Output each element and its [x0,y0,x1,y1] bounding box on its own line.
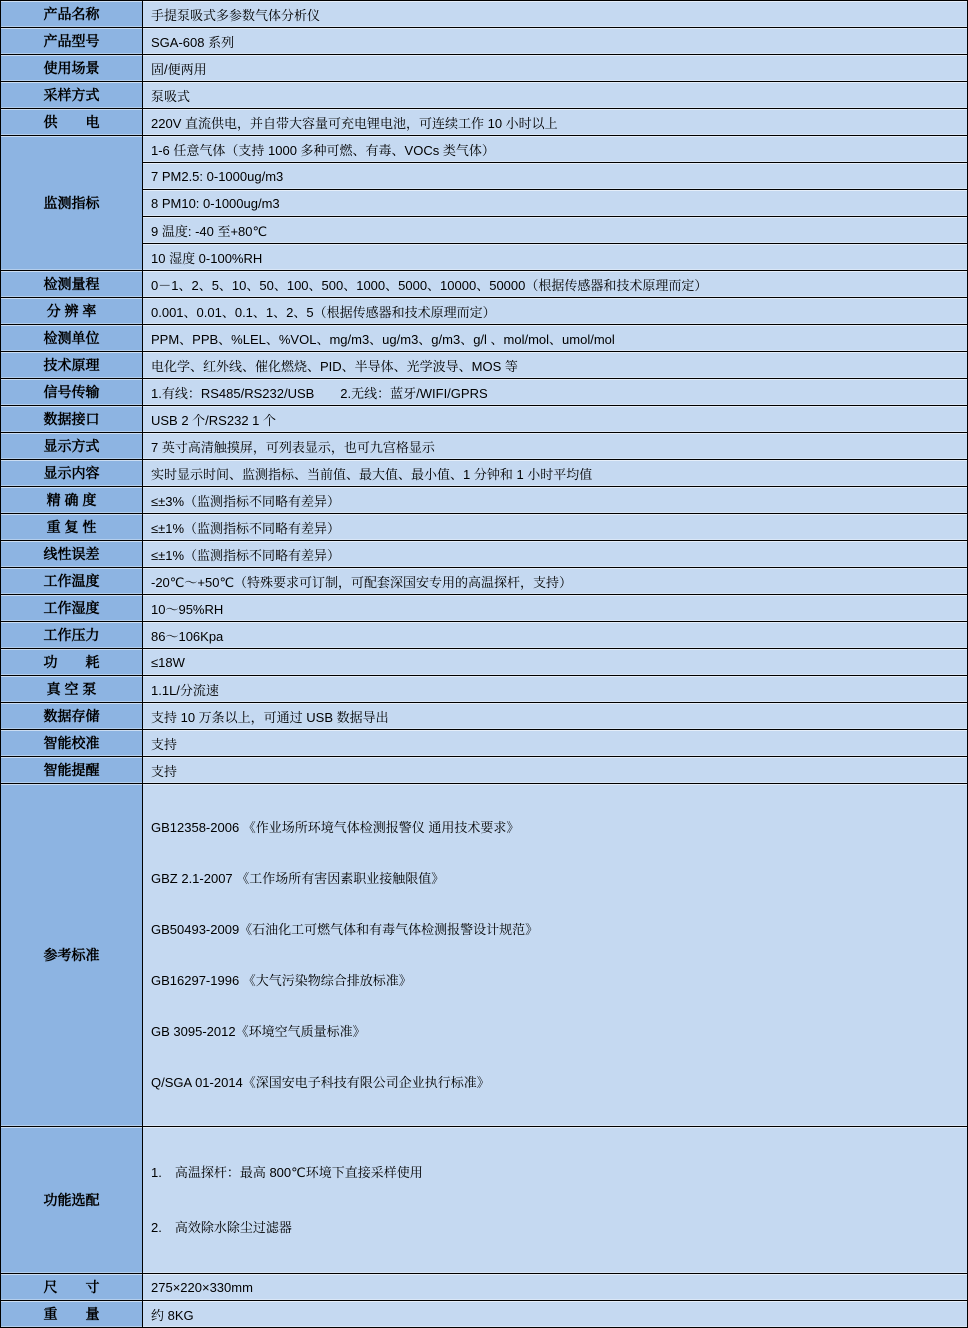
working-pressure-label: 工作压力 [1,622,143,649]
repeatability-value: ≤±1%（监测指标不同略有差异） [143,514,968,541]
weight-label: 重 量 [1,1301,143,1328]
spec-row-smart-calibration [1,730,968,757]
spec-row-monitoring-indicators [1,217,968,244]
reference-standard-item: GB12358-2006 《作业场所环境气体检测报警仪 通用技术要求》 [151,820,520,835]
repeatability-label: 重 复 性 [1,514,143,541]
spec-row-display-mode [1,433,968,460]
spec-row-vacuum-pump [1,676,968,703]
product-name-label: 产品名称 [1,1,143,28]
spec-row-data-interface [1,406,968,433]
display-content-value: 实时显示时间、监测指标、当前值、最大值、最小值、1 分钟和 1 小时平均值 [143,460,968,487]
signal-transmission-label: 信号传输 [1,379,143,406]
working-temperature-value: -20℃～+50℃（特殊要求可订制，可配套深国安专用的高温探杆，支持） [143,568,968,595]
monitoring-indicator-temperature: 9 温度: -40 至+80℃ [143,217,968,244]
technical-principle-value: 电化学、红外线、催化燃烧、PID、半导体、光学波导、MOS 等 [143,352,968,379]
detection-unit-label: 检测单位 [1,325,143,352]
optional-features-value [143,1127,968,1274]
spec-row-repeatability [1,514,968,541]
data-storage-label: 数据存储 [1,703,143,730]
monitoring-indicator-gases: 1-6 任意气体（支持 1000 多种可燃、有毒、VOCs 类气体） [143,136,968,163]
working-temperature-label: 工作温度 [1,568,143,595]
spec-row-working-pressure [1,622,968,649]
power-consumption-label: 功 耗 [1,649,143,676]
working-humidity-label: 工作湿度 [1,595,143,622]
sampling-method-label: 采样方式 [1,82,143,109]
reference-standard-item: GB 3095-2012《环境空气质量标准》 [151,1024,366,1039]
vacuum-pump-value: 1.1L/分流速 [143,676,968,703]
weight-value: 约 8KG [143,1301,968,1328]
monitoring-indicator-humidity: 10 湿度 0-100%RH [143,244,968,271]
spec-row-data-storage [1,703,968,730]
reference-standard-item: GB16297-1996 《大气污染物综合排放标准》 [151,973,412,988]
reference-standards-value [143,784,968,1127]
spec-row-monitoring-indicators [1,244,968,271]
spec-row-optional-features [1,1127,968,1274]
working-pressure-value: 86～106Kpa [143,622,968,649]
power-supply-value: 220V 直流供电，并自带大容量可充电锂电池，可连续工作 10 小时以上 [143,109,968,136]
display-mode-label: 显示方式 [1,433,143,460]
spec-row-power-supply [1,109,968,136]
spec-row-linearity-error [1,541,968,568]
spec-row-monitoring-indicators [1,136,968,163]
technical-principle-label: 技术原理 [1,352,143,379]
spec-row-working-humidity [1,595,968,622]
working-humidity-value: 10～95%RH [143,595,968,622]
spec-row-detection-unit [1,325,968,352]
accuracy-value: ≤±3%（监测指标不同略有差异） [143,487,968,514]
optional-feature-item: 2. 高效除水除尘过滤器 [151,1220,292,1235]
reference-standard-item: Q/SGA 01-2014《深国安电子科技有限公司企业执行标准》 [151,1075,490,1090]
spec-row-smart-reminder [1,757,968,784]
smart-reminder-label: 智能提醒 [1,757,143,784]
display-content-label: 显示内容 [1,460,143,487]
spec-row-usage-scene [1,55,968,82]
monitoring-indicator-pm25: 7 PM2.5: 0-1000ug/m3 [143,163,968,190]
linearity-error-label: 线性误差 [1,541,143,568]
spec-row-monitoring-indicators [1,163,968,190]
vacuum-pump-label: 真 空 泵 [1,676,143,703]
spec-row-resolution [1,298,968,325]
spec-row-dimensions [1,1274,968,1301]
spec-row-sampling-method [1,82,968,109]
product-model-label: 产品型号 [1,28,143,55]
linearity-error-value: ≤±1%（监测指标不同略有差异） [143,541,968,568]
usage-scene-label: 使用场景 [1,55,143,82]
smart-reminder-value: 支持 [143,757,968,784]
monitoring-indicators-label: 监测指标 [1,136,143,271]
display-mode-value: 7 英寸高清触摸屏，可列表显示，也可九宫格显示 [143,433,968,460]
spec-row-product-model [1,28,968,55]
detection-range-label: 检测量程 [1,271,143,298]
spec-row-weight [1,1301,968,1328]
optional-features-label: 功能选配 [1,1127,143,1274]
sampling-method-value: 泵吸式 [143,82,968,109]
usage-scene-value: 固/便两用 [143,55,968,82]
smart-calibration-label: 智能校准 [1,730,143,757]
data-interface-label: 数据接口 [1,406,143,433]
product-name-value: 手提泵吸式多参数气体分析仪 [143,1,968,28]
data-interface-value: USB 2 个/RS232 1 个 [143,406,968,433]
accuracy-label: 精 确 度 [1,487,143,514]
signal-transmission-value: 1.有线：RS485/RS232/USB 2.无线：蓝牙/WIFI/GPRS [143,379,968,406]
resolution-label: 分 辨 率 [1,298,143,325]
dimensions-value: 275×220×330mm [143,1274,968,1301]
power-consumption-value: ≤18W [143,649,968,676]
reference-standard-item: GB50493-2009《石油化工可燃气体和有毒气体检测报警设计规范》 [151,922,539,937]
spec-row-detection-range [1,271,968,298]
dimensions-label: 尺 寸 [1,1274,143,1301]
spec-row-signal-transmission [1,379,968,406]
reference-standard-item: GBZ 2.1-2007 《工作场所有害因素职业接触限值》 [151,871,445,886]
resolution-value: 0.001、0.01、0.1、1、2、5（根据传感器和技术原理而定） [143,298,968,325]
spec-row-reference-standards [1,784,968,1127]
spec-row-working-temperature [1,568,968,595]
spec-row-product-name [1,1,968,28]
detection-range-value: 0－1、2、5、10、50、100、500、1000、5000、10000、50000（根据传感器和技术原理而定） [143,271,968,298]
monitoring-indicator-pm10: 8 PM10: 0-1000ug/m3 [143,190,968,217]
spec-row-technical-principle [1,352,968,379]
data-storage-value: 支持 10 万条以上，可通过 USB 数据导出 [143,703,968,730]
smart-calibration-value: 支持 [143,730,968,757]
detection-unit-value: PPM、PPB、%LEL、%VOL、mg/m3、ug/m3、g/m3、g/l 、mol/mol、umol/mol [143,325,968,352]
power-supply-label: 供 电 [1,109,143,136]
reference-standards-label: 参考标准 [1,784,143,1127]
spec-row-accuracy [1,487,968,514]
product-model-value: SGA-608 系列 [143,28,968,55]
optional-feature-item: 1. 高温探杆：最高 800℃环境下直接采样使用 [151,1165,423,1180]
spec-row-power-consumption [1,649,968,676]
spec-row-monitoring-indicators [1,190,968,217]
spec-row-display-content [1,460,968,487]
